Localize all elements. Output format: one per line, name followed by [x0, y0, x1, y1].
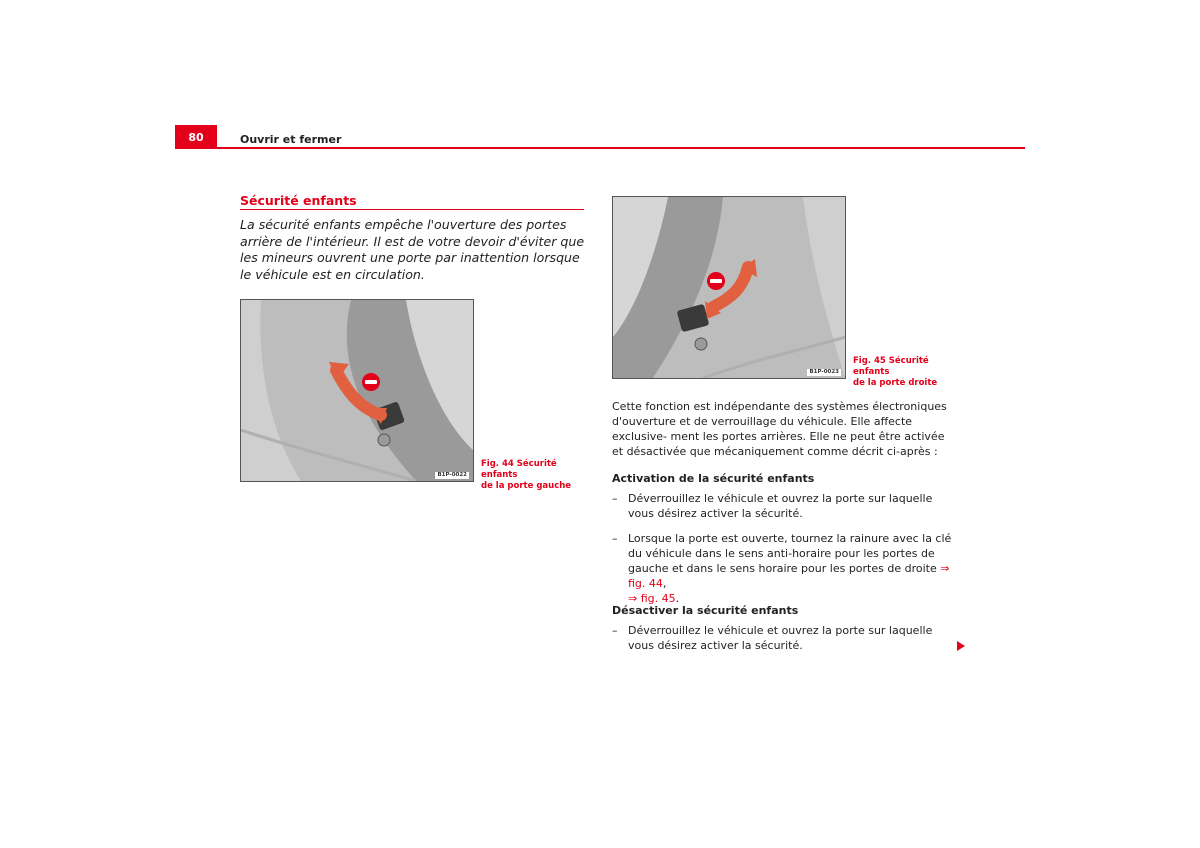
door-right-illustration	[613, 197, 845, 378]
figure-45-code: B1P-0023	[809, 369, 839, 375]
intro-paragraph: La sécurité enfants empêche l'ouverture des portes arrière de l'intérieur. Il est de votre devoir d'éviter que les mineurs ouvrent une porte par inattention lorsque le véhicule est en circulation.	[240, 217, 585, 282]
body-paragraph: Cette fonction est indépendante des systèmes électroniques d'ouverture et de verrouillage du véhicule. Elle affecte exclusive- ment les portes arrières. Elle ne peut être activée et désactivée que mécaniquement comme décrit ci-après :	[612, 400, 947, 458]
header-rule	[217, 147, 1025, 149]
chapter-title: Ouvrir et fermer	[240, 133, 342, 146]
list-dash: –	[612, 532, 618, 545]
ref-separator: ,	[662, 577, 667, 590]
continue-arrow-icon	[957, 641, 965, 651]
fig-44-link[interactable]: ⇒ fig. 44	[628, 562, 950, 590]
activation-heading: Activation de la sécurité enfants	[612, 472, 815, 485]
deactivation-step-1-text: Déverrouillez le véhicule et ouvrez la porte sur laquelle vous désirez activer la sécurité.	[628, 624, 933, 652]
deactivation-step-1	[612, 623, 958, 653]
door-left-illustration	[241, 300, 473, 481]
section-title: Sécurité enfants	[240, 193, 357, 208]
fig-45-link[interactable]: ⇒ fig. 45	[628, 592, 676, 605]
list-dash: –	[612, 492, 618, 505]
figure-44-code: B1P-0022	[437, 472, 467, 478]
figure-44-caption-line1: Fig. 44 Sécurité enfants	[481, 459, 557, 480]
figure-44-caption	[481, 459, 591, 492]
activation-step-2-text: Lorsque la porte est ouverte, tournez la rainure avec la clé du véhicule dans le sens anti-horaire pour les portes de gauche et dans le sens horaire pour les portes de droite	[628, 532, 952, 575]
figure-44	[240, 299, 474, 482]
activation-step-1-text: Déverrouillez le véhicule et ouvrez la porte sur laquelle vous désirez activer la sécurité.	[628, 492, 933, 520]
page-number: 80	[175, 125, 217, 149]
deactivation-heading: Désactiver la sécurité enfants	[612, 604, 799, 617]
figure-44-caption-line2: de la porte gauche	[481, 481, 572, 491]
figure-45-caption-line2: de la porte droite	[853, 378, 938, 388]
ref-end: .	[675, 592, 680, 605]
activation-step-2	[612, 531, 958, 606]
list-dash: –	[612, 624, 618, 637]
section-rule	[240, 209, 584, 210]
activation-step-1	[612, 491, 958, 521]
figure-45-caption-line1: Fig. 45 Sécurité enfants	[853, 356, 929, 377]
figure-45-caption	[853, 356, 963, 389]
figure-45	[612, 196, 846, 379]
